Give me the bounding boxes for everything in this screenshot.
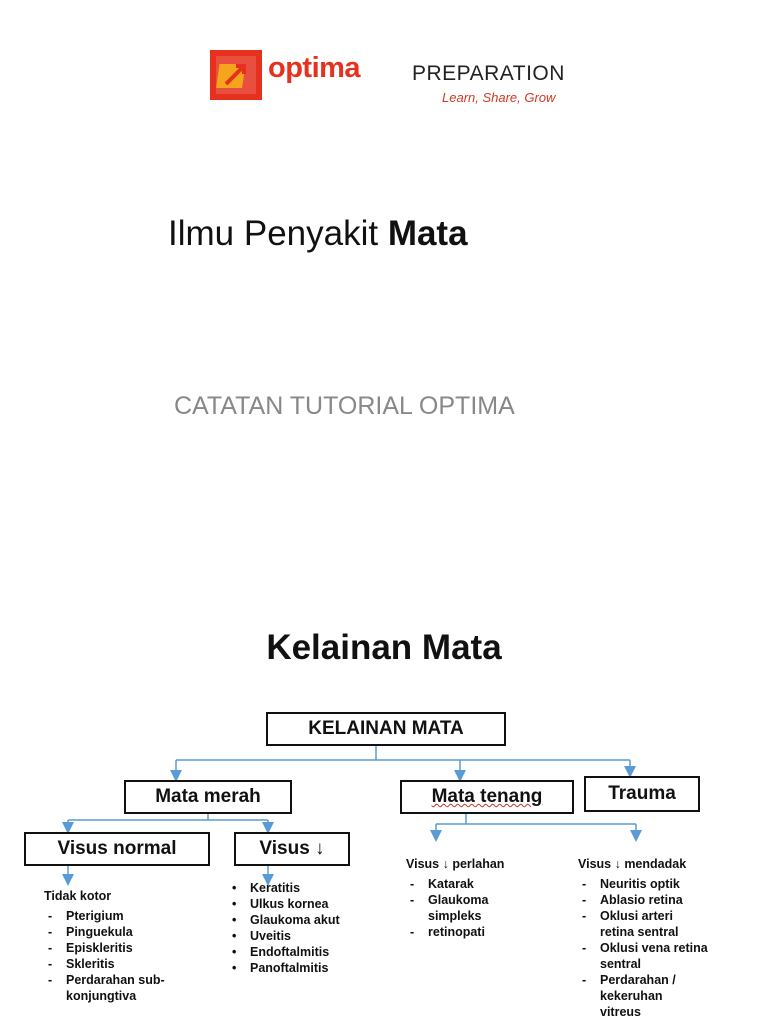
box-visus-normal: Visus normal [24, 832, 210, 866]
list-item: - Pterigium [44, 908, 224, 924]
list-item: - Pinguekula [44, 924, 224, 940]
logo-preparation: PREPARATION [412, 62, 565, 85]
list-item: - Oklusi arteri retina sentral [578, 908, 708, 940]
list-visus-turun [228, 880, 388, 976]
list-item: • Glaukoma akut [228, 912, 388, 928]
mata-tenang-label: Mata tenang [431, 786, 543, 807]
list-item: • Keratitis [228, 880, 388, 896]
list-item: - Oklusi vena retina sentral [578, 940, 708, 972]
list-visus-mendadak [578, 856, 738, 1020]
list-item: - Perdarahan sub-konjungtiva [44, 972, 214, 1004]
slide-title-regular: Ilmu Penyakit [168, 214, 388, 253]
list-item: • Ulkus kornea [228, 896, 388, 912]
list-item: - Skleritis [44, 956, 224, 972]
list-item: - retinopati [406, 924, 566, 940]
list-item: - Glaukoma simpleks [406, 892, 526, 924]
box-mata-merah: Mata merah [124, 780, 292, 814]
list-item: - Perdarahan / kekeruhan vitreus [578, 972, 698, 1020]
list-visus-normal-head: Tidak kotor [44, 889, 112, 903]
list-visus-normal [44, 888, 224, 1004]
box-kelainan-mata: KELAINAN MATA [266, 712, 506, 746]
list-item: • Panoftalmitis [228, 960, 388, 976]
list-visus-perlahan [406, 856, 566, 940]
optima-logo [206, 46, 586, 108]
list-item: - Ablasio retina [578, 892, 738, 908]
list-visus-mendadak-head: Visus ↓ mendadak [578, 857, 687, 871]
list-item: • Uveitis [228, 928, 388, 944]
list-item: - Katarak [406, 876, 566, 892]
box-mata-tenang [400, 780, 574, 814]
box-trauma: Trauma [584, 776, 700, 812]
logo-wordmark: optima [268, 52, 361, 84]
kelainan-mata-title: Kelainan Mata [266, 628, 502, 667]
slide-title [168, 214, 468, 254]
slide-title-bold: Mata [387, 214, 468, 253]
list-item: • Endoftalmitis [228, 944, 388, 960]
list-item: - Episkleritis [44, 940, 224, 956]
box-visus-turun: Visus ↓ [234, 832, 350, 866]
optima-logo-icon [206, 46, 266, 104]
kelainan-mata-diagram [0, 700, 768, 1024]
logo-tagline: Learn, Share, Grow [442, 90, 556, 105]
list-item: - Neuritis optik [578, 876, 738, 892]
list-visus-perlahan-head: Visus ↓ perlahan [406, 857, 505, 871]
slide-subtitle: CATATAN TUTORIAL OPTIMA [174, 392, 515, 420]
